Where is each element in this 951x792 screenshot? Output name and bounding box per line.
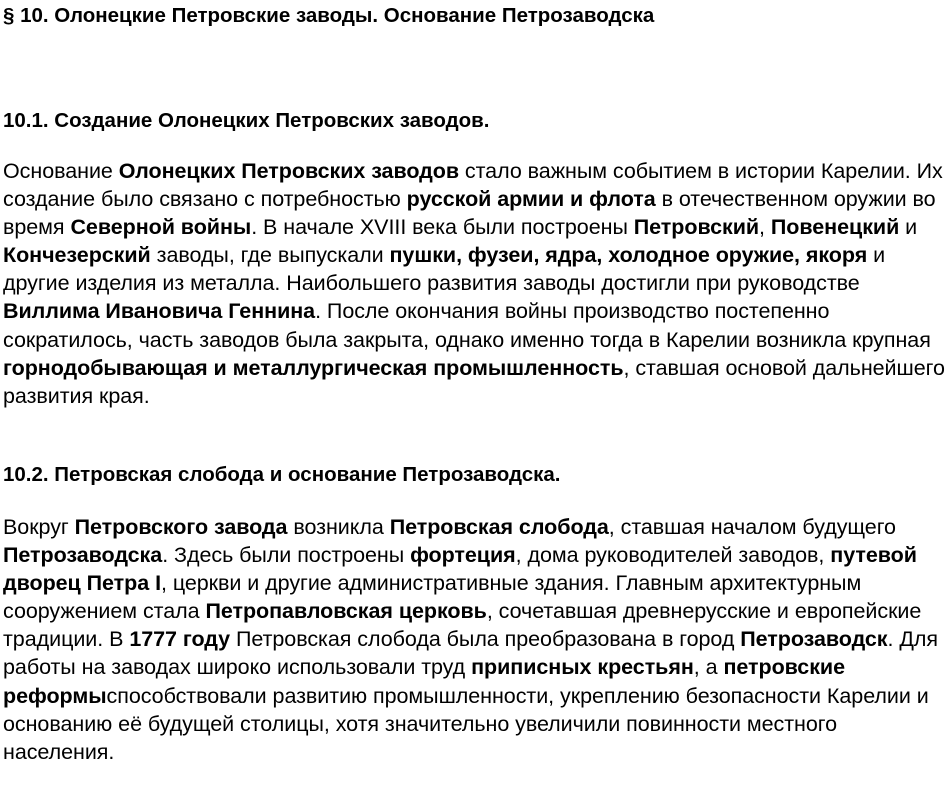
text-run: Вокруг [3,515,75,539]
bold-term: Виллима Ивановича Геннина [3,299,316,324]
text-run: , дома руководителей заводов, [515,543,831,568]
text-run: , сочетавшая древнерусские и европейские традиции. В [3,599,922,652]
bold-term: Олонецких Петровских заводов [118,159,459,183]
bold-term: Петровский [633,215,760,240]
section-heading-2: 10.2. Петровская слобода и основание Петрозаводска. [3,463,561,486]
text-run: . Для работы на заводах широко использовали труд [3,627,938,680]
text-run: , ставшая началом будущего [608,515,896,539]
text-run: и [899,215,918,240]
bold-term: Петровская слобода [389,515,609,539]
text-run: , а [693,655,724,680]
text-run: возникла [287,515,390,539]
text-run: . В начале XVIII века были построены [251,215,634,240]
text-run: Петровская слобода была преобразована в город [230,627,741,652]
text-run: стало важным событием в истории Карелии. Их создание было связано с потребностью [3,159,943,212]
bold-term: Кончезерский [3,243,151,268]
bold-term: фортеция [410,543,516,568]
text-run: Основание [3,159,119,183]
bold-term: пушки, фузеи, ядра, холодное оружие, якоря [389,243,868,268]
bold-term: Петровского завода [74,515,288,539]
text-run: и другие изделия из металла. Наибольшего развития заводы достигли при руководстве [3,243,886,296]
text-run: , ставшая основой дальнейшего развития края. [3,355,945,408]
bold-term: Петрозаводска [3,543,163,568]
text-run: в отечественном оружии во время [3,187,936,240]
bold-term: Петропавловская церковь [205,599,487,624]
bold-term: русской армии и флота [406,187,656,212]
text-run: способствовали развитию промышленности, укреплению безопасности Карелии и основанию её будущей столицы, хотя значительно увеличили повинности местного населения. [3,683,929,764]
section-paragraph-2 [3,513,947,766]
text-run: , церкви и другие административные здания. Главным архитектурным сооружением стала [3,571,862,624]
text-run: , [759,215,771,240]
bold-term: Северной войны [70,215,252,240]
text-run: заводы, где выпускали [150,243,390,268]
bold-term: Повенецкий [770,215,900,240]
page-title: § 10. Олонецкие Петровские заводы. Основание Петрозаводска [3,4,655,27]
bold-term: путевой дворец Петра I [3,543,917,596]
bold-term: горнодобывающая и металлургическая промышленность [3,355,624,380]
bold-term: 1777 году [129,627,231,652]
bold-term: приписных крестьян [471,655,694,680]
text-run: . После окончания войны производство постепенно сократилось, часть заводов была закрыта, однако именно тогда в Карелии возникла крупная [3,299,931,352]
section-paragraph-1 [3,157,947,410]
bold-term: Петрозаводск [740,627,888,652]
section-heading-1: 10.1. Создание Олонецких Петровских заводов. [3,109,490,132]
bold-term: петровские реформы [3,655,845,708]
text-run: . Здесь были построены [162,543,411,568]
